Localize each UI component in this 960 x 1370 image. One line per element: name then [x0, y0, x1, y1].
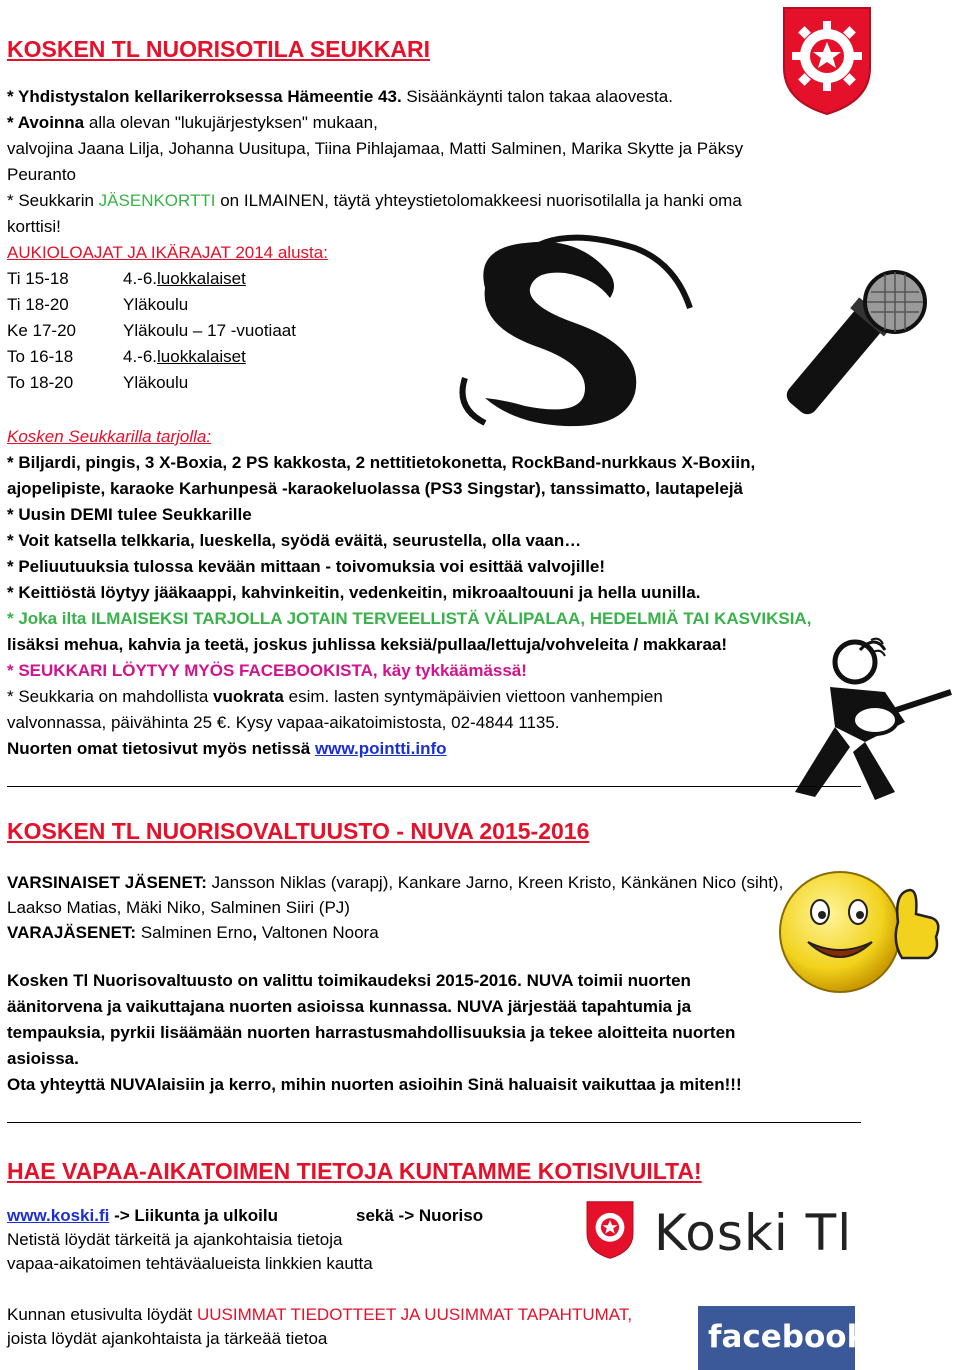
nuva-paragraph-line: asioissa.	[7, 1049, 79, 1068]
page-title: KOSKEN TL NUORISOTILA SEUKKARI	[7, 36, 430, 62]
offer-line: * Uusin DEMI tulee Seukkarille	[7, 505, 252, 524]
coat-of-arms-icon	[782, 6, 872, 116]
koski-link[interactable]: www.koski.fi	[7, 1206, 110, 1225]
hours-heading: AUKIOLOAJAT JA IKÄRAJAT 2014 alusta:	[7, 243, 328, 262]
front-page-prefix: Kunnan etusivulta löydät	[7, 1305, 197, 1324]
entrance-text: Sisäänkäynti talon takaa alaovesta.	[406, 87, 673, 106]
offer-heading: Kosken Seukkarilla tarjolla:	[7, 427, 212, 446]
koski-tl-logo: Koski Tl	[654, 1204, 853, 1262]
supervisors-line-2: Peuranto	[7, 165, 76, 184]
address-line: * Yhdistystalon kellarikerroksessa Hämeentie 43.	[7, 87, 402, 106]
nuva-paragraph-line: tempauksia, pyrkii lisäämään nuorten harrastusmahdollisuuksia ja tekee aloitteita nuorten	[7, 1023, 736, 1042]
front-page-line-2: joista löydät ajankohtaista ja tärkeää tietoa	[7, 1329, 328, 1348]
schedule-row: To 16-18 4.-6.luokkalaiset	[7, 347, 246, 366]
members-line-2: Laakso Matias, Mäki Niko, Salminen Siiri (PJ)	[7, 898, 350, 917]
coat-of-arms-small-icon	[586, 1199, 634, 1261]
microphone-icon	[763, 262, 943, 422]
website-info-line: vapaa-aikatoimen tehtäväalueista linkkien kautta	[7, 1254, 373, 1273]
offer-line: * Keittiöstä löytyy jääkaappi, kahvinkeitin, vedenkeitin, mikroaaltouuni ja hella uunilla.	[7, 583, 701, 602]
schedule-row: Ti 18-20 Yläkoulu	[7, 295, 189, 314]
open-text: alla olevan "lukujärjestyksen" mukaan,	[84, 113, 378, 132]
web-prefix: Nuorten omat tietosivut myös netissä	[7, 739, 315, 758]
deputy-last: Valtonen Noora	[257, 923, 379, 942]
guitar-player-icon	[775, 632, 955, 802]
offer-line: * Voit katsella telkkaria, lueskella, syödä eväitä, seurustella, olla vaan…	[7, 531, 582, 550]
facebook-line: * SEUKKARI LÖYTYY MYÖS FACEBOOKISTA, käy tykkäämässä!	[7, 661, 527, 680]
rent-rest: esim. lasten syntymäpäivien viettoon vanhempien	[283, 687, 663, 706]
schedule-row: Ti 15-18 4.-6.luokkalaiset	[7, 269, 246, 288]
rent-prefix: * Seukkaria on mahdollista	[7, 687, 214, 706]
supervisors-line-1: valvojina Jaana Lilja, Johanna Uusitupa, Tiina Pihlajamaa, Matti Salminen, Marika Skytte ja Päksy	[7, 139, 744, 158]
card-prefix: * Seukkarin	[7, 191, 99, 210]
nav-text: -> Liikunta ja ulkoilu	[109, 1206, 278, 1225]
section-divider	[7, 786, 861, 787]
members-line-1: Jansson Niklas (varapj), Kankare Jarno, Kreen Kristo, Känkänen Nico (siht),	[206, 873, 784, 892]
snack-line: * Joka ilta ILMAISEKSI TARJOLLA JOTAIN TERVEELLISTÄ VÄLIPALAA, HEDELMIÄ TAI KASVIKSIA,	[7, 609, 812, 628]
nav-text-2: sekä -> Nuoriso	[356, 1206, 484, 1225]
card-line-rest: on ILMAINEN, täytä yhteystietolomakkeesi nuorisotilalla ja hanki oma	[215, 191, 742, 210]
offer-line: ajopelipiste, karaoke Karhunpesä -karaokeluolassa (PS3 Singstar), tanssimatto, lautapelejä	[7, 479, 743, 498]
nuva-paragraph-line: Kosken Tl Nuorisovaltuusto on valittu toimikaudeksi 2015-2016. NUVA toimii nuorten	[7, 971, 691, 990]
nuva-paragraph-line: Ota yhteyttä NUVAlaisiin ja kerro, mihin nuorten asioihin Sinä haluaisit vaikuttaa ja miten!!!	[7, 1075, 742, 1094]
website-title: HAE VAPAA-AIKATOIMEN TIETOJA KUNTAMME KOTISIVUILTA!	[7, 1158, 702, 1184]
nuva-title: KOSKEN TL NUORISOVALTUUSTO - NUVA 2015-2016	[7, 818, 590, 844]
schedule-row: To 18-20 Yläkoulu	[7, 373, 189, 392]
pointti-link[interactable]: www.pointti.info	[314, 739, 447, 758]
snack-line-2: lisäksi mehua, kahvia ja teetä, joskus juhlissa keksiä/pullaa/lettuja/vohveleita / makkaraa!	[7, 635, 728, 654]
deputy-first: Salminen Erno	[136, 923, 253, 942]
section-divider	[7, 1122, 861, 1123]
open-prefix: * Avoinna	[7, 113, 85, 132]
nuva-paragraph-line: äänitorvena ja vaikuttajana nuorten asioissa kunnassa. NUVA järjestää tapahtumia ja	[7, 997, 692, 1016]
smiley-thumbs-up-icon	[770, 862, 950, 1002]
members-label: VARSINAISET JÄSENET:	[7, 873, 207, 892]
gothic-s-logo	[445, 228, 705, 428]
website-info-line: Netistä löydät tärkeitä ja ajankohtaisia tietoja	[7, 1230, 343, 1249]
front-page-red: UUSIMMAT TIEDOTTEET JA UUSIMMAT TAPAHTUMAT,	[196, 1305, 633, 1324]
schedule-row: Ke 17-20 Yläkoulu – 17 -vuotiaat	[7, 321, 296, 340]
facebook-logo[interactable]	[698, 1306, 868, 1370]
membership-card-word: JÄSENKORTTI	[98, 191, 216, 210]
offer-line: * Biljardi, pingis, 3 X-Boxia, 2 PS kakkosta, 2 nettitietokonetta, RockBand-nurkkaus X-Boxiin,	[7, 453, 756, 472]
facebook-logo-text: facebook	[708, 1319, 868, 1355]
rent-word: vuokrata	[213, 687, 284, 706]
deputy-label: VARAJÄSENET:	[7, 923, 137, 942]
offer-line: * Peliuutuuksia tulossa kevään mittaan - toivomuksia voi esittää valvojille!	[7, 557, 606, 576]
rent-line-2: valvonnassa, päivähinta 25 €. Kysy vapaa-aikatoimistosta, 02-4844 1135.	[7, 713, 560, 732]
card-line-2: korttisi!	[7, 217, 61, 236]
